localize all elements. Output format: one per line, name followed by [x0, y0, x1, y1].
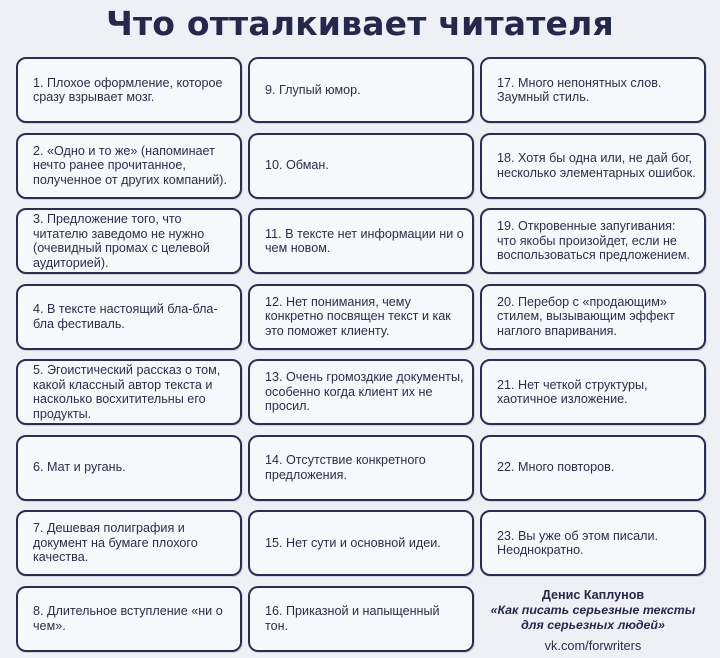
- list-item: [248, 435, 474, 501]
- item-text: 3. Предложение того, что читателю заведомо не нужно (очевидный промах с целевой аудиторией).: [33, 212, 210, 270]
- list-item: [16, 57, 242, 123]
- list-item: [248, 208, 474, 274]
- item-text: 8. Длительное вступление «ни о чем».: [33, 604, 223, 633]
- item-text: 14. Отсутствие конкретного предложения.: [265, 453, 426, 482]
- item-text: 22. Много повторов.: [497, 460, 615, 475]
- site-link[interactable]: vk.com/forwriters: [544, 638, 642, 653]
- item-text: 20. Перебор с «продающим» стилем, вызывающим эффект наглого впаривания.: [497, 294, 675, 338]
- list-item: [248, 359, 474, 425]
- list-item: [248, 586, 474, 652]
- item-text: 10. Обман.: [265, 158, 329, 173]
- item-text: 1. Плохое оформление, которое сразу взрывает мозг.: [33, 75, 223, 104]
- list-item: [248, 133, 474, 199]
- list-item: [480, 510, 706, 576]
- item-text: 9. Глупый юмор.: [265, 82, 361, 97]
- item-text: 7. Дешевая полиграфия и документ на бумаге плохого качества.: [33, 521, 198, 565]
- item-text: 17. Много непонятных слов. Заумный стиль.: [497, 75, 662, 104]
- page-title: Что отталкивает читателя: [106, 4, 614, 43]
- list-item: [16, 586, 242, 652]
- item-text: 23. Вы уже об этом писали. Неоднократно.: [497, 528, 659, 557]
- items-grid: [16, 57, 708, 653]
- item-text: 12. Нет понимания, чему конкретно посвящен текст и как это поможет клиенту.: [265, 294, 451, 338]
- item-text: 15. Нет сути и основной идеи.: [265, 535, 441, 550]
- list-item: [480, 284, 706, 350]
- signature-block: [480, 586, 706, 652]
- list-item: [480, 359, 706, 425]
- item-text: 16. Приказной и напыщенный тон.: [265, 604, 440, 633]
- item-text: 6. Мат и ругань.: [33, 460, 126, 475]
- item-text: 11. В тексте нет информации ни о чем новом.: [265, 226, 464, 255]
- item-text: 19. Откровенные запугивания: что якобы произойдет, если не воспользоваться предложением.: [497, 219, 690, 263]
- list-item: [480, 435, 706, 501]
- list-item: [16, 133, 242, 199]
- list-item: [248, 510, 474, 576]
- item-text: 4. В тексте настоящий бла-бла-бла фестиваль.: [33, 302, 218, 331]
- list-item: [480, 57, 706, 123]
- list-item: [16, 359, 242, 425]
- list-item: [248, 284, 474, 350]
- list-item: [248, 57, 474, 123]
- list-item: [16, 284, 242, 350]
- item-text: 5. Эгоистический рассказ о том, какой классный автор текста и насколько восхитительны его продукты.: [33, 363, 221, 421]
- item-text: 21. Нет четкой структуры, хаотичное изложение.: [497, 377, 648, 406]
- list-item: [480, 208, 706, 274]
- book-title: «Как писать серьезные тексты для серьезных людей»: [490, 603, 696, 632]
- item-text: 13. Очень громоздкие документы, особенно когда клиент их не просил.: [265, 370, 464, 414]
- list-item: [16, 208, 242, 274]
- author-name: Денис Каплунов: [541, 588, 645, 602]
- item-text: 18. Хотя бы одна или, не дай бог, несколько элементарных ошибок.: [497, 151, 696, 180]
- list-item: [480, 133, 706, 199]
- item-text: 2. «Одно и то же» (напоминает нечто ранее прочитанное, полученное от других компаний).: [33, 143, 227, 187]
- list-item: [16, 435, 242, 501]
- list-item: [16, 510, 242, 576]
